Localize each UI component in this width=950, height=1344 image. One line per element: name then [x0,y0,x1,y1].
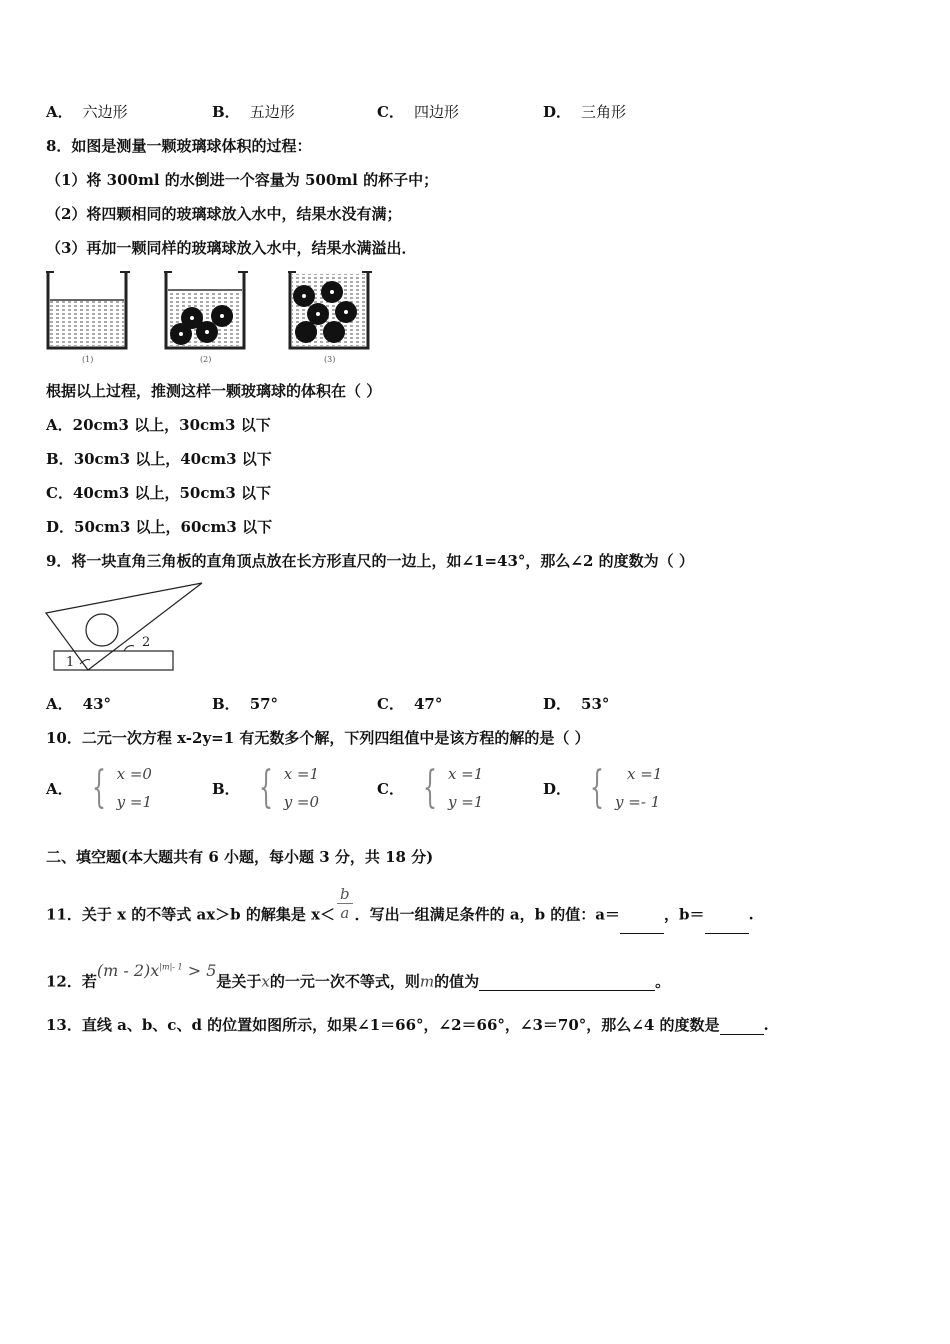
q11-blank-b[interactable] [705,918,749,934]
beaker-2 [164,272,248,348]
q8-option-c: C．40cm3 以上，50cm3 以下 [46,484,272,502]
q8-option-d: D．50cm3 以上，60cm3 以下 [46,518,273,536]
q8-step-3: （3）再加一颗同样的玻璃球放入水中，结果水满溢出． [46,239,417,257]
q9-stem: 9．将一块直角三角板的直角顶点放在长方形直尺的一边上，如∠1=43°，那么∠2 的度数为（ ） [46,552,694,570]
beaker-label-3: (3) [324,355,336,364]
q8-step-1: （1）将 300ml 的水倒进一个容量为 500ml 的杯子中； [46,171,439,189]
q7-option-c: C． 四边形 [377,103,459,121]
q7-option-d: D． 三角形 [543,103,627,121]
brace-icon: { [590,762,605,813]
section-2-title: 二、填空题(本大题共有 6 小题，每小题 3 分，共 18 分) [46,848,434,866]
q7-option-a: A． 六边形 [46,103,128,121]
q10-option-b: B． { x =1 y =0 [212,762,320,813]
brace-icon: { [258,762,273,813]
beakers-figure [44,268,374,366]
q10-option-a: A． { x =0 y =1 [46,762,152,813]
q11-blank-a[interactable] [620,918,664,934]
q12: 12．若$(m - 2)x^{|m|- 1} > 5$是关于x的一元一次不等式，则m的值为 。 [46,961,671,991]
angle-label-1: 1 [66,655,75,670]
ruler-triangle-figure [44,580,206,674]
q8-option-b: B．30cm3 以上，40cm3 以下 [46,450,272,468]
q9-option-b: B． 57° [212,695,279,713]
q11: 11．关于 x 的不等式 ax＞b 的解集是 x＜ $\frac{b}{a}$ ．写出一组满足条件的 a，b 的值：a＝ ，b＝ . [46,897,754,934]
q8-question: 根据以上过程，推测这样一颗玻璃球的体积在（ ） [46,382,382,400]
q12-blank[interactable] [479,975,655,991]
q7-option-b: B． 五边形 [212,103,295,121]
beaker-1 [46,272,130,348]
q10-option-c: C． { x =1 y =1 [377,762,484,813]
brace-icon: { [91,762,106,813]
q13: 13．直线 a、b、c、d 的位置如图所示，如果∠1＝66°，∠2＝66°，∠3＝70°，那么∠4 的度数是 . [46,1016,769,1034]
angle-label-2: 2 [142,635,151,650]
beaker-3 [288,272,372,348]
beaker-label-2: (2) [200,355,212,364]
q9-option-d: D． 53° [543,695,610,713]
brace-icon: { [422,762,437,813]
q9-option-a: A． 43° [46,695,112,713]
q13-blank[interactable] [720,1019,764,1035]
beaker-label-1: (1) [82,355,94,364]
q8-stem: 8．如图是测量一颗玻璃球体积的过程： [46,137,312,155]
q8-step-2: （2）将四颗相同的玻璃球放入水中，结果水没有满； [46,205,402,223]
q8-option-a: A．20cm3 以上，30cm3 以下 [46,416,271,434]
q10-option-d: D． { x =1 y =- 1 [543,762,663,813]
q10-stem: 10．二元一次方程 x-2y=1 有无数多个解，下列四组值中是该方程的解的是（ ） [46,729,590,747]
q9-option-c: C． 47° [377,695,443,713]
q12-expression: $(m - 2)x^{|m|- 1} > 5$ [96,961,217,981]
fraction-b-over-a: $\frac{b}{a}$ [337,885,353,922]
